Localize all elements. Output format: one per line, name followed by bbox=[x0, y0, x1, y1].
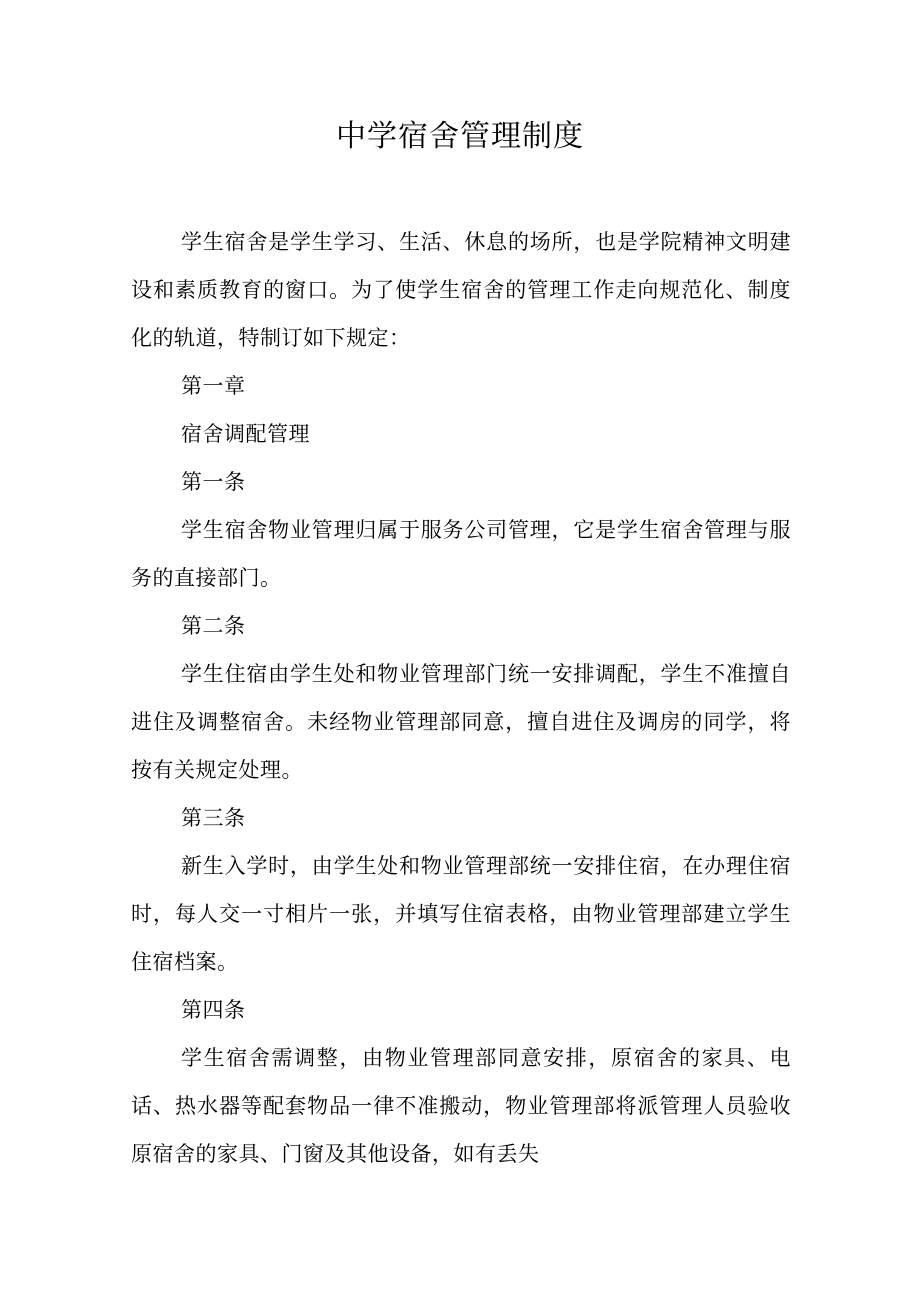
chapter-heading: 第一章 bbox=[181, 374, 246, 398]
document-title: 中学宿舍管理制度 bbox=[336, 119, 584, 154]
article-3-heading: 第三条 bbox=[181, 806, 246, 830]
intro-paragraph: 学生宿舍是学生学习、生活、休息的场所，也是学院精神文明建设和素质教育的窗口。为了使学生宿舍的管理工作走向规范化、制度化的轨道，特制订如下规定： bbox=[131, 230, 791, 350]
article-2-heading: 第二条 bbox=[181, 614, 246, 638]
article-4-heading: 第四条 bbox=[181, 998, 246, 1022]
document-body bbox=[131, 218, 791, 1178]
article-1-heading: 第一条 bbox=[181, 470, 246, 494]
article-2-text: 学生住宿由学生处和物业管理部门统一安排调配，学生不准擅自进住及调整宿舍。未经物业管理部同意，擅自进住及调房的同学，将按有关规定处理。 bbox=[131, 662, 791, 782]
article-4-text: 学生宿舍需调整，由物业管理部同意安排，原宿舍的家具、电话、热水器等配套物品一律不准搬动，物业管理部将派管理人员验收原宿舍的家具、门窗及其他设备，如有丢失 bbox=[131, 1046, 791, 1166]
article-1-text: 学生宿舍物业管理归属于服务公司管理，它是学生宿舍管理与服务的直接部门。 bbox=[131, 518, 791, 590]
chapter-title: 宿舍调配管理 bbox=[181, 422, 310, 446]
article-3-text: 新生入学时，由学生处和物业管理部统一安排住宿，在办理住宿时，每人交一寸相片一张，并填写住宿表格，由物业管理部建立学生住宿档案。 bbox=[131, 854, 791, 974]
